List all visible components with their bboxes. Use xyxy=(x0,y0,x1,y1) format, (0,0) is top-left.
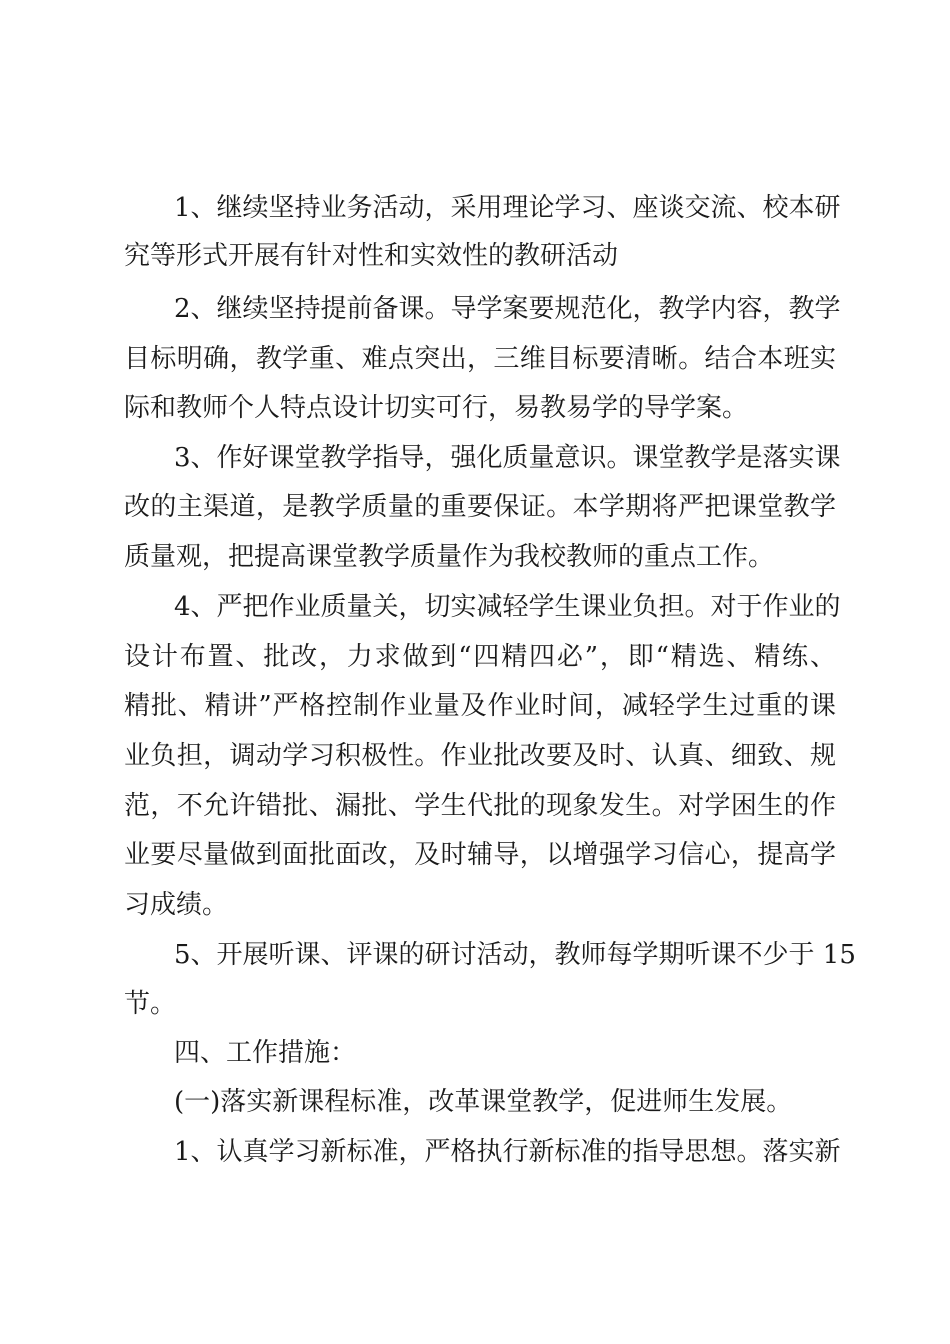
line-text: 3、作好课堂教学指导，强化质量意识。课堂教学是落实课 xyxy=(174,443,841,473)
line-text: 1、继续坚持业务活动，采用理论学习、座谈交流、校本研 xyxy=(174,193,841,223)
line-text: 目标明确，教学重、难点突出，三维目标要清晰。结合本班实 xyxy=(124,344,836,374)
paragraph-line xyxy=(0,786,950,826)
line-text: 5、开展听课、评课的研讨活动，教师每学期听课不少于 15 xyxy=(174,940,856,970)
line-text: 2、继续坚持提前备课。导学案要规范化，教学内容，教学 xyxy=(174,294,841,324)
paragraph-line xyxy=(0,487,950,527)
paragraph-line xyxy=(0,1132,950,1172)
subsection-heading xyxy=(0,1082,950,1122)
line-text: 范，不允许错批、漏批、学生代批的现象发生。对学困生的作 xyxy=(124,791,836,821)
line-text: 质量观，把提高课堂教学质量作为我校教师的重点工作。 xyxy=(124,542,775,572)
line-text: 1、认真学习新标准，严格执行新标准的指导思想。落实新 xyxy=(174,1137,841,1167)
heading-text: 四、工作措施： xyxy=(174,1038,357,1068)
paragraph-line xyxy=(0,885,950,925)
paragraph-line xyxy=(0,984,950,1024)
paragraph-line xyxy=(0,438,950,478)
paragraph-line xyxy=(0,686,950,726)
paragraph-line xyxy=(0,289,950,329)
line-text: 际和教师个人特点设计切实可行，易教易学的导学案。 xyxy=(124,393,749,423)
line-text: 习成绩。 xyxy=(124,890,229,920)
line-text: 究等形式开展有针对性和实效性的教研活动 xyxy=(124,241,619,271)
paragraph-line xyxy=(0,637,950,677)
heading-text: (一)落实新课程标准，改革课堂教学，促进师生发展。 xyxy=(174,1087,793,1117)
paragraph-line xyxy=(0,935,950,975)
line-text: 精批、精讲”严格控制作业量及作业时间，减轻学生过重的课 xyxy=(124,691,836,721)
line-text: 改的主渠道，是教学质量的重要保证。本学期将严把课堂教学 xyxy=(124,492,836,522)
paragraph-line xyxy=(0,188,950,228)
paragraph-line xyxy=(0,537,950,577)
line-text: 设计布置、批改，力求做到“四精四必”，即“精选、精练、 xyxy=(124,642,836,672)
paragraph-line xyxy=(0,835,950,875)
section-heading xyxy=(0,1033,950,1073)
paragraph-line xyxy=(0,388,950,428)
paragraph-line xyxy=(0,736,950,776)
line-text: 业负担，调动学习积极性。作业批改要及时、认真、细致、规 xyxy=(124,741,836,771)
line-text: 4、严把作业质量关，切实减轻学生课业负担。对于作业的 xyxy=(174,592,841,622)
line-text: 业要尽量做到面批面改，及时辅导，以增强学习信心，提高学 xyxy=(124,840,836,870)
paragraph-line xyxy=(0,236,950,276)
paragraph-line xyxy=(0,587,950,627)
paragraph-line xyxy=(0,339,950,379)
line-text: 节。 xyxy=(124,989,177,1019)
